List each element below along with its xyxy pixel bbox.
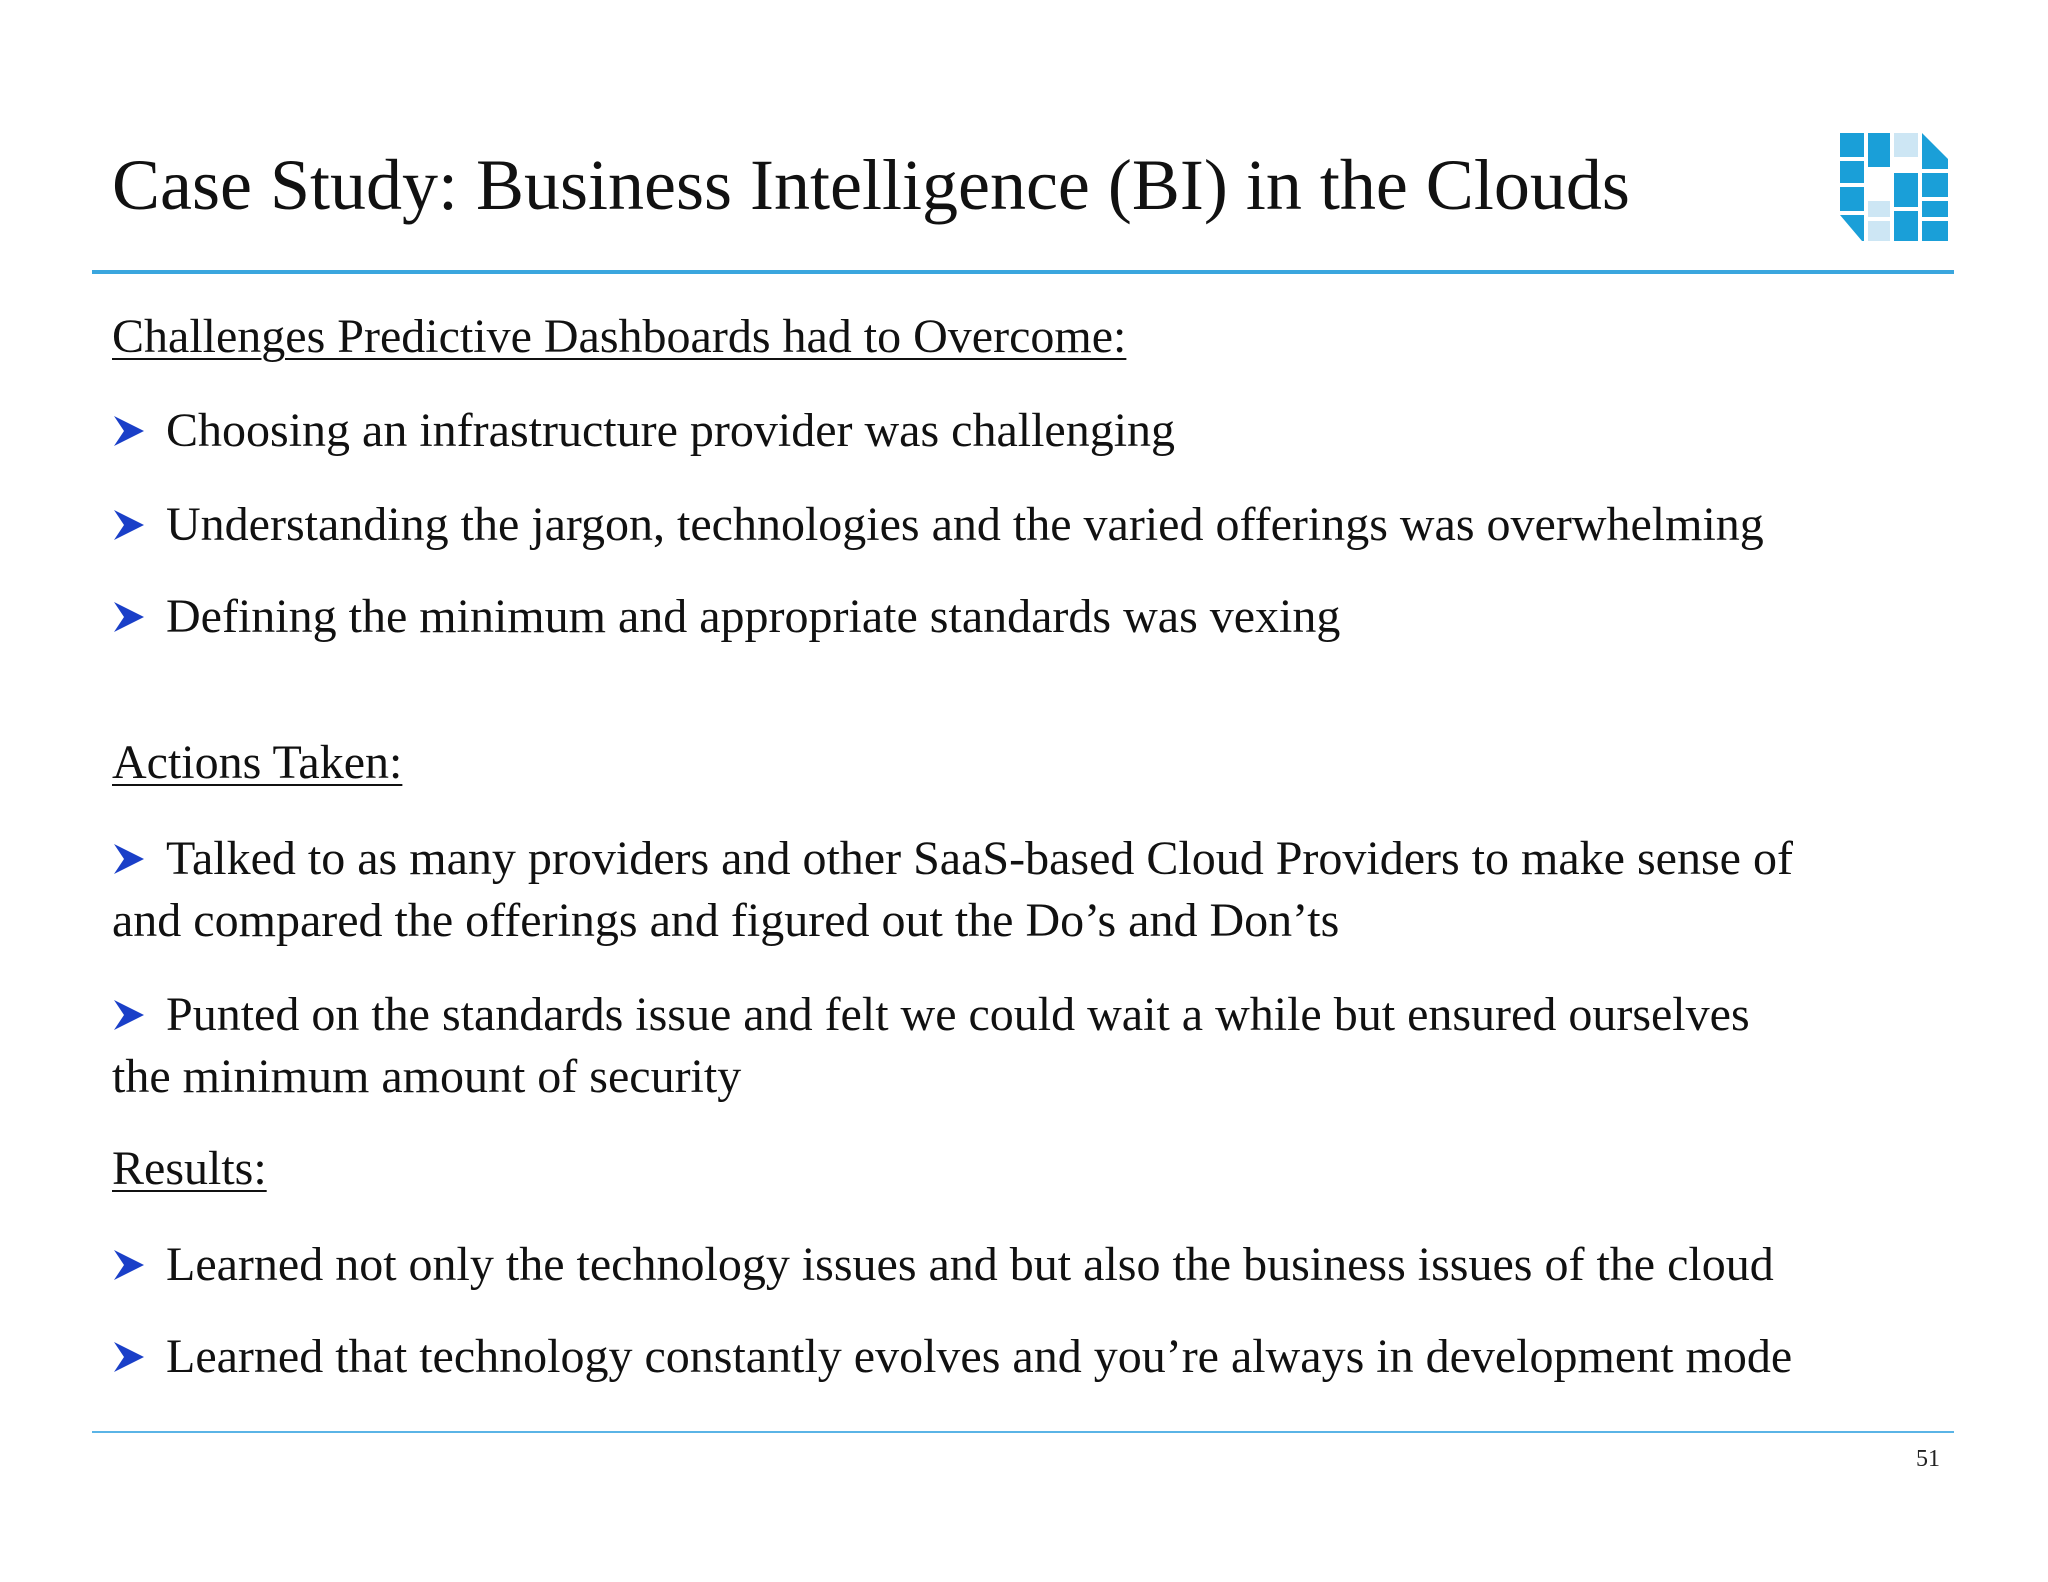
page-number: 51 <box>1916 1446 1940 1472</box>
bullet-item: Learned not only the technology issues and but also the business issues of the cloud <box>112 1234 1774 1296</box>
arrow-bullet-icon <box>112 494 166 556</box>
title-divider <box>92 270 1954 274</box>
bullet-continuation: and compared the offerings and figured out the Do’s and Don’ts <box>112 894 1340 947</box>
bullet-item: Talked to as many providers and other SaaS-based Cloud Providers to make sense of <box>112 828 1793 890</box>
bullet-item: Understanding the jargon, technologies and the varied offerings was overwhelming <box>112 494 1764 556</box>
footer-divider <box>92 1431 1954 1433</box>
bullet-item: Choosing an infrastructure provider was challenging <box>112 400 1175 462</box>
arrow-bullet-icon <box>112 1234 166 1296</box>
company-logo-blocks-icon <box>1840 133 1948 241</box>
bullet-item: Punted on the standards issue and felt we could wait a while but ensured ourselves <box>112 984 1750 1046</box>
arrow-bullet-icon <box>112 586 166 648</box>
slide-title: Case Study: Business Intelligence (BI) in the Clouds <box>112 145 1630 225</box>
section-heading-results: Results: <box>112 1142 267 1195</box>
arrow-bullet-icon <box>112 400 166 462</box>
bullet-item: Learned that technology constantly evolves and you’re always in development mode <box>112 1326 1792 1388</box>
section-heading-challenges: Challenges Predictive Dashboards had to Overcome: <box>112 310 1127 363</box>
bullet-continuation: the minimum amount of security <box>112 1050 742 1103</box>
arrow-bullet-icon <box>112 1326 166 1388</box>
bullet-item: Defining the minimum and appropriate standards was vexing <box>112 586 1340 648</box>
arrow-bullet-icon <box>112 984 166 1046</box>
section-heading-actions: Actions Taken: <box>112 736 403 789</box>
arrow-bullet-icon <box>112 828 166 890</box>
